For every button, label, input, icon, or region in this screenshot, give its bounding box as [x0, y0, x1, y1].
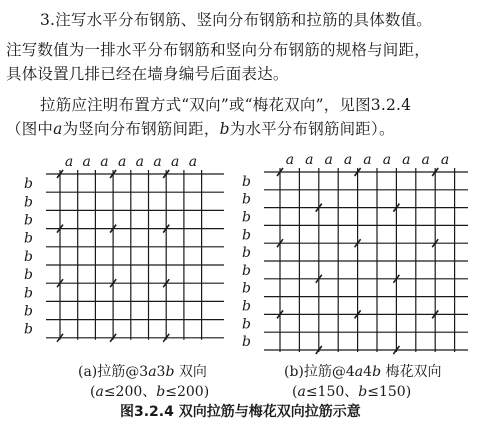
spacing-b-label: b: [24, 267, 33, 284]
spacing-b-label: b: [242, 334, 251, 351]
spacing-a-label: a: [324, 152, 333, 168]
tie-bar-figure: [0, 140, 487, 422]
paragraph-line-5: [6, 117, 395, 141]
caption-left: (a)拉筋@3a3b 双向: [78, 364, 207, 380]
spacing-a-label: a: [153, 154, 162, 170]
grid-double-direction: [24, 154, 224, 342]
caption-right: (b)拉筋@4a4b 梅花双向: [284, 364, 442, 380]
spacing-b-label: b: [242, 191, 251, 208]
spacing-b-label: b: [24, 248, 33, 265]
spacing-a-label: a: [343, 152, 353, 168]
spacing-b-label: b: [242, 245, 251, 262]
spacing-a-label: a: [117, 154, 127, 170]
line5-var-b: b: [219, 120, 230, 138]
spacing-b-label: b: [24, 194, 33, 211]
spacing-b-label: b: [24, 176, 33, 193]
line5-part-b: 为竖向分布钢筋间距，: [62, 120, 220, 138]
spacing-b-label: b: [242, 298, 251, 315]
spacing-b-label: b: [242, 262, 251, 279]
line5-part-c: 为水平分布钢筋间距）。: [229, 120, 395, 138]
spacing-b-label: b: [24, 285, 33, 302]
paragraph-line-1: 3.注写水平分布钢筋、竖向分布钢筋和拉筋的具体数值。: [40, 11, 432, 29]
caption-right-limit: (a≤150、b≤150): [292, 384, 412, 400]
spacing-a-label: a: [305, 152, 314, 168]
spacing-a-label: a: [171, 154, 180, 170]
spacing-a-label: a: [421, 152, 430, 168]
line5-part-a: （图中: [6, 120, 54, 138]
spacing-b-label: b: [242, 209, 251, 226]
spacing-a-label: a: [363, 152, 372, 168]
spacing-a-label: a: [402, 152, 411, 168]
grid-plum-blossom: [242, 152, 468, 354]
spacing-b-label: b: [242, 280, 251, 297]
spacing-b-label: b: [24, 321, 33, 338]
line5-var-a: a: [53, 120, 63, 138]
spacing-a-label: a: [440, 152, 450, 168]
spacing-a-label: a: [135, 154, 145, 170]
spacing-a-label: a: [285, 152, 295, 168]
spacing-a-label: a: [82, 154, 91, 170]
spacing-b-label: b: [242, 173, 251, 190]
caption-left-limit: (a≤200、b≤200): [90, 384, 210, 400]
paragraph-line-2: 注写数值为一排水平分布钢筋和竖向分布钢筋的规格与间距，: [6, 41, 430, 59]
paragraph-line-4: 拉筋应注明布置方式“双向”或“梅花双向”，见图3.2.4: [40, 96, 412, 114]
spacing-a-label: a: [64, 154, 74, 170]
spacing-a-label: a: [188, 154, 198, 170]
spacing-b-label: b: [24, 212, 33, 229]
spacing-a-label: a: [100, 154, 109, 170]
spacing-a-label: a: [382, 152, 392, 168]
spacing-b-label: b: [24, 303, 33, 320]
paragraph-line-3: 具体设置几排已经在墙身编号后面表达。: [6, 65, 289, 83]
figure-title: 图3.2.4 双向拉筋与梅花双向拉筋示意: [120, 404, 361, 420]
spacing-b-label: b: [242, 227, 251, 244]
spacing-b-label: b: [242, 316, 251, 333]
spacing-b-label: b: [24, 230, 33, 247]
